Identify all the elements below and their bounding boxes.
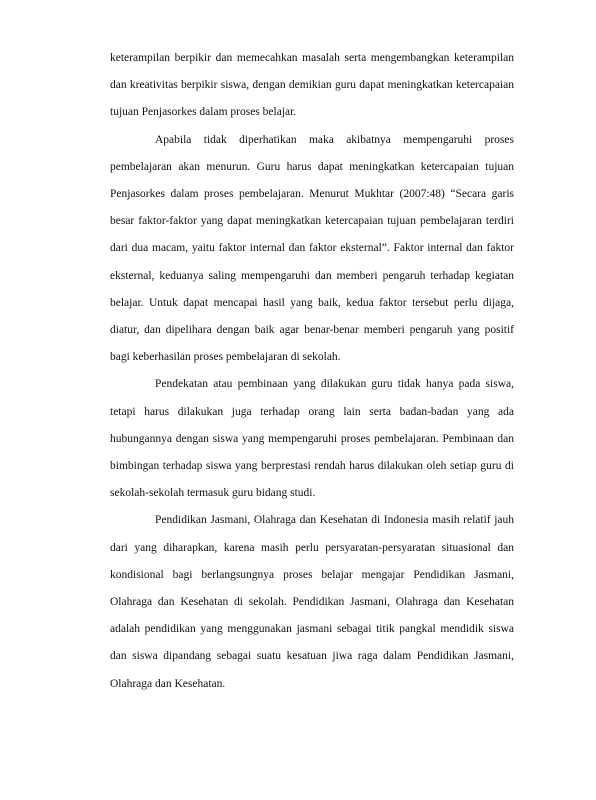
document-page bbox=[110, 45, 514, 698]
paragraph-3: Pendekatan atau pembinaan yang dilakukan guru tidak hanya pada siswa, tetapi harus dilakukan juga terhadap orang lain serta badan-badan yang ada hubungannya dengan siswa yang mempengaruhi proses pembelajaran. Pembinaan dan bimbingan terhadap siswa yang berprestasi rendah harus dilakukan oleh setiap guru di sekolah-sekolah termasuk guru bidang studi. bbox=[110, 378, 514, 500]
paragraph-2: Apabila tidak diperhatikan maka akibatnya mempengaruhi proses pembelajaran akan menurun. Guru harus dapat meningkatkan ketercapaian tujuan Penjasorkes dalam proses pembelajaran. Menurut Mukhtar (2007:48) “Secara garis besar faktor-faktor yang dapat meningkatkan ketercapaian tujuan pembelajaran terdiri dari dua macam, yaitu faktor internal dan faktor eksternal”. Faktor internal dan faktor eksternal, keduanya saling mempengaruhi dan memberi pengaruh terhadap kegiatan belajar. Untuk dapat mencapai hasil yang baik, kedua faktor tersebut perlu dijaga, diatur, dan dipelihara dengan baik agar benar-benar memberi pengaruh yang positif bagi keberhasilan proses pembelajaran di sekolah. bbox=[110, 133, 514, 364]
paragraph-1: keterampilan berpikir dan memecahkan masalah serta mengembangkan keterampilan dan kreativitas berpikir siswa, dengan demikian guru dapat meningkatkan ketercapaian tujuan Penjasorkes dalam proses belajar. bbox=[110, 52, 514, 119]
paragraph-4: Pendidikan Jasmani, Olahraga dan Kesehatan di Indonesia masih relatif jauh dari yang diharapkan, karena masih perlu persyaratan-persyaratan situasional dan kondisional bagi berlangsungnya proses belajar mengajar Pendidikan Jasmani, Olahraga dan Kesehatan di sekolah. Pendidikan Jasmani, Olahraga dan Kesehatan adalah pendidikan yang menggunakan jasmani sebagai titik pangkal mendidik siswa dan siswa dipandang sebagai suatu kesatuan jiwa raga dalam Pendidikan Jasmani, Olahraga dan Kesehatan. bbox=[110, 514, 514, 690]
